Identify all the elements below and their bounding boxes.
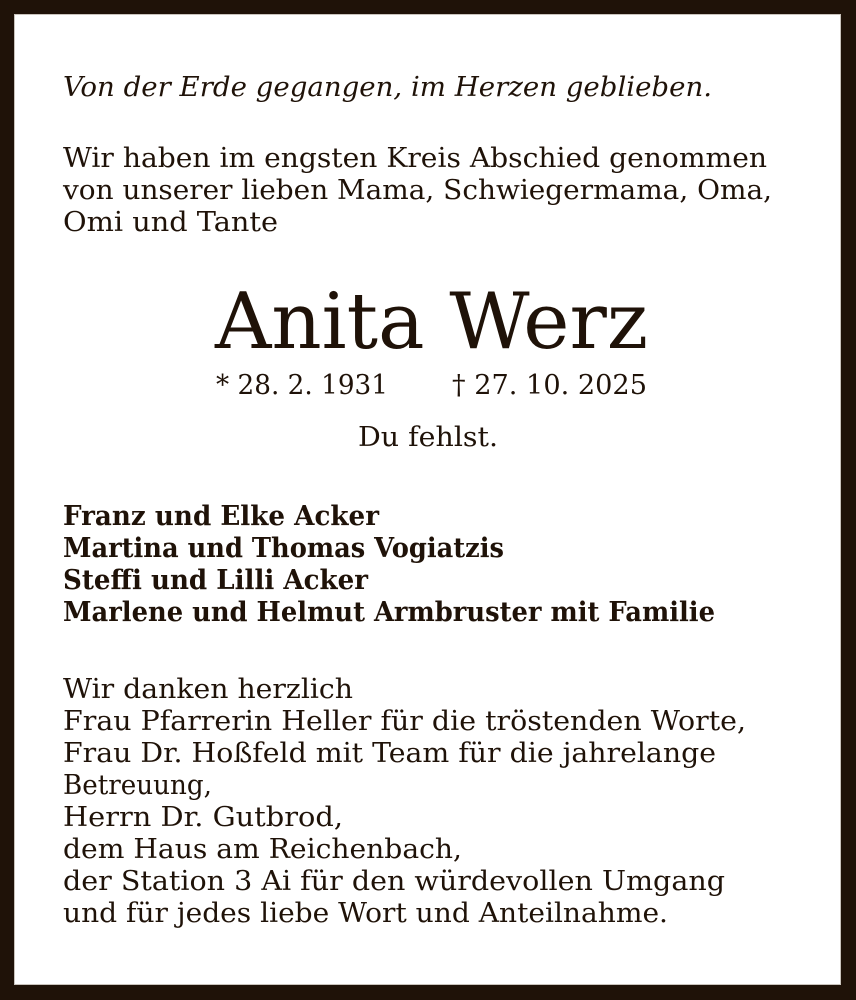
thanks-line: Betreuung, bbox=[63, 770, 212, 801]
mourner-line: Franz und Elke Acker bbox=[63, 501, 379, 532]
intro-line: Wir haben im engsten Kreis Abschied genommen bbox=[63, 143, 768, 174]
mourner-line: Martina und Thomas Vogiatzis bbox=[63, 533, 504, 564]
mourner-line: Marlene und Helmut Armbruster mit Familie bbox=[63, 597, 715, 628]
thanks-line: und für jedes liebe Wort und Anteilnahme. bbox=[63, 898, 668, 929]
thanks-line: Wir danken herzlich bbox=[63, 674, 353, 705]
birth-date: * 28. 2. 1931 bbox=[216, 370, 388, 401]
motto-line: Von der Erde gegangen, im Herzen geblieben. bbox=[63, 72, 712, 103]
intro-line: von unserer lieben Mama, Schwiegermama, Oma, bbox=[63, 175, 772, 206]
death-date: † 27. 10. 2025 bbox=[452, 370, 647, 401]
thanks-line: der Station 3 Ai für den würdevollen Umgang bbox=[63, 866, 725, 897]
thanks-line: Herrn Dr. Gutbrod, bbox=[63, 802, 343, 833]
intro-line: Omi und Tante bbox=[63, 207, 278, 238]
deceased-name: Anita Werz bbox=[215, 277, 648, 367]
thanks-line: Frau Dr. Hoßfeld mit Team für die jahrelange bbox=[63, 738, 716, 769]
thanks-line: dem Haus am Reichenbach, bbox=[63, 834, 463, 865]
mourner-line: Steffi und Lilli Acker bbox=[63, 565, 368, 596]
thanks-line: Frau Pfarrerin Heller für die tröstenden Worte, bbox=[63, 706, 746, 737]
closing-phrase: Du fehlst. bbox=[358, 422, 498, 453]
